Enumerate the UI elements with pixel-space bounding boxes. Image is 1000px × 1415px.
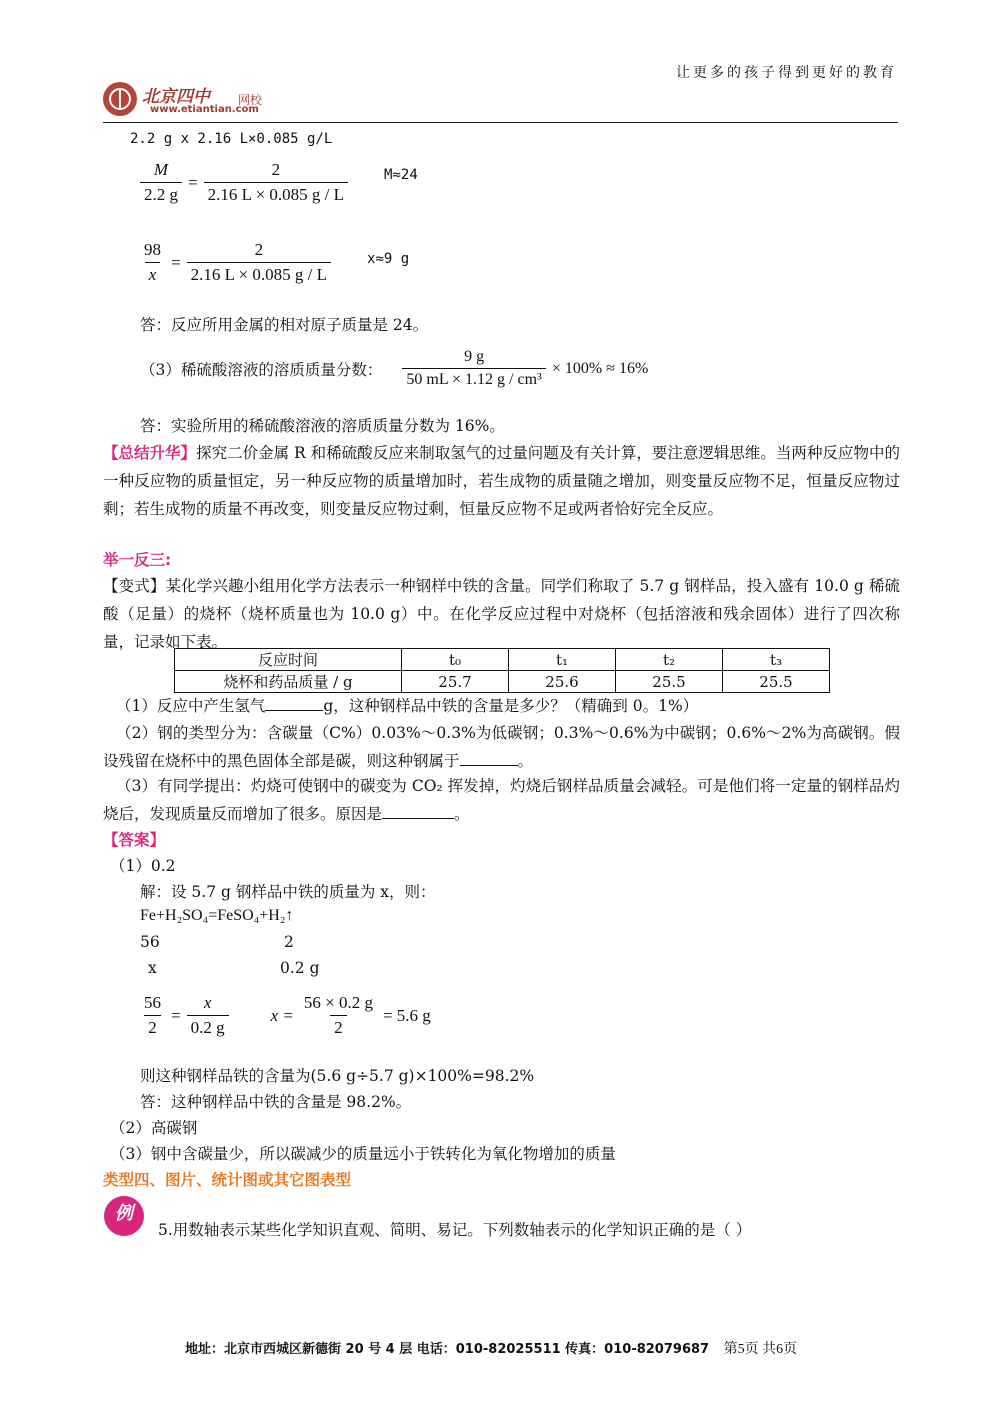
q1-text-a: （1）反应中产生氢气 [116,697,266,715]
question-5: 5.用数轴表示某些化学知识直观、简明、易记。下列数轴表示的化学知识正确的是（ ） [158,1221,752,1239]
table-mass-2: 25.5 [616,671,723,693]
eq1-left-num: M [153,160,169,179]
table-time-1: t₁ [509,649,616,671]
ratio-x: x [148,959,157,977]
footer-address: 地址：北京市西城区新德街 20 号 4 层 电话：010-82025511 传真：010-82079687 [185,1342,710,1357]
eq2-left-num: 98 [144,240,161,259]
q2-text-a: （2）钢的类型分为：含碳量（C%）0.03%～0.3%为低碳钢；0.3%～0.6%为中碳钢；0.6%～2%为高碳钢。假设残留在烧杯中的黑色固体全部是碳，则这种钢属于 [103,724,900,770]
iron-content: 则这种钢样品铁的含量为(5.6 g÷5.7 g)×100%=98.2% [140,1067,535,1085]
eq1-left-den: 2.2 g [140,182,182,205]
answer-solve: 解：设 5.7 g 钢样品中铁的质量为 x，则： [140,883,436,901]
equation-1: $\frac{M}{2.2 g}$ = $\frac{2}{2.16 L \times 0.085 g / L}$ M≈24 [140,160,418,205]
q2-text-b: 。 [517,752,534,770]
example-badge-icon: 例 [104,1196,144,1236]
logo-name: 北京四中 [142,87,210,107]
part3-label: （3）稀硫酸溶液的溶质质量分数： [140,360,383,379]
table-time-0: t₀ [402,649,509,671]
eq1-note: M≈24 [384,166,418,183]
q3-blank [382,802,454,819]
question-3 [103,772,900,828]
eq2-note: x≈9 g [367,250,410,267]
f1-den: 2 [144,1015,161,1038]
eq2-left-den: x [145,262,161,285]
type4-heading: 类型四、图片、统计图或其它图表型 [103,1171,352,1189]
part3-tail: × 100% ≈ 16% [551,359,649,377]
q2-blank [460,749,518,766]
table-row [175,649,830,671]
ratio-2: 2 [284,933,294,951]
header-divider [103,122,898,123]
table-row2-label: 烧杯和药品质量 / g [175,671,402,693]
table-time-2: t₂ [616,649,723,671]
reaction-equation: Fe+H₂SO₄=FeSO₄+H₂↑ [140,907,294,924]
answer-3: （3）钢中含碳量少，所以碳减少的质量远小于铁转化为氧化物增加的质量 [110,1145,616,1163]
logo-emblem-icon [103,82,137,116]
eq2-right-num: 2 [254,240,264,259]
footer-page: 第5页 共6页 [723,1342,798,1357]
q1-text-b: g，这种钢样品中铁的含量是多少？（精确到 0。1%） [323,697,699,715]
f2-num: x [203,993,212,1012]
f1-num: 56 [144,993,161,1012]
header-slogan: 让更多的孩子得到更好的教育 [676,65,897,81]
part3-den: 50 mL × 1.12 g / cm³ [402,368,545,389]
table-mass-0: 25.7 [402,671,509,693]
logo-url: www.etiantian.com [150,104,259,115]
eq1-right-den: 2.16 L × 0.085 g / L [204,182,348,205]
f3-den: 2 [330,1015,347,1038]
weighing-table [174,648,830,693]
table-mass-3: 25.5 [723,671,830,693]
summary-text: 探究二价金属 R 和稀硫酸反应来制取氢气的过量问题及有关计算，要注意逻辑思维。当两种反应物中的一种反应物的质量恒定，另一种反应物的质量增加时，若生成物的质量随之增加，则变量反应物不足，恒量反应物过剩；若生成物的质量不再改变，则变量反应物过剩，恒量反应物不足或两者恰好完全反应。 [103,444,900,518]
q3-text-a: （3）有同学提出：灼烧可使钢中的碳变为 CO₂ 挥发掉，灼烧后钢样品质量会减轻。可是他们将一定量的钢样品灼烧后，发现质量反而增加了很多。原因是 [103,777,900,823]
answer-1: （1）0.2 [110,857,176,875]
ratio-56: 56 [140,933,160,951]
answer-mass-fraction: 答：实验所用的稀硫酸溶液的溶质质量分数为 16%。 [140,417,505,435]
summary-tag: 【总结升华】 [103,444,197,462]
q1-blank [265,694,323,711]
table-row [175,671,830,693]
table-time-3: t₃ [723,649,830,671]
answer-atomic-mass: 答：反应所用金属的相对原子质量是 24。 [140,316,429,334]
answer-tag: 【答案】 [103,831,166,849]
answer-2: （2）高碳钢 [110,1119,198,1137]
answer-conclusion: 答：这种钢样品中铁的含量是 98.2%。 [140,1093,412,1111]
ratio-02: 0.2 g [280,959,320,977]
practice-intro: 【变式】某化学兴趣小组用化学方法表示一种钢样中铁的含量。同学们称取了 5.7 g 钢样品，投入盛有 10.0 g 稀硫酸（足量）的烧杯（烧杯质量也为 10.0 g）中。在化学反应过程中对烧杯（包括溶液和残余固体）进行了四次称量，记录如下表。 [103,577,900,651]
logo-brand: 网校 [238,93,263,107]
part3-num: 9 g [464,348,485,365]
f3-rhs: = 5.6 g [382,1005,431,1025]
eq2-right-den: 2.16 L × 0.085 g / L [187,262,331,285]
equation-4: $\frac{56}{2}$ = $\frac{x}{0.2 g}$ x = $\frac{56 \times 0.2 g}{2}$ = 5.6 g [140,993,431,1038]
f3-lhs: x = [270,1005,294,1025]
table-row1-label: 反应时间 [175,649,402,671]
equation-2: $\frac{98}{x}$ = $\frac{2}{2.16 L \times 0.085 g / L}$ x≈9 g [140,240,409,285]
question-2 [103,719,900,775]
summary-paragraph [103,439,900,523]
eq1-right-num: 2 [271,160,281,179]
question-1 [116,694,698,716]
f3-num: 56 × 0.2 g [303,993,373,1012]
f2-den: 0.2 g [187,1015,229,1038]
practice-heading: 举一反三: [103,551,172,569]
q3-text-b: 。 [454,805,470,823]
table-mass-1: 25.6 [509,671,616,693]
calc-line-1: 2.2 g x 2.16 L×0.085 g/L [130,131,333,147]
equation-3 [140,348,648,389]
footer [185,1338,797,1358]
